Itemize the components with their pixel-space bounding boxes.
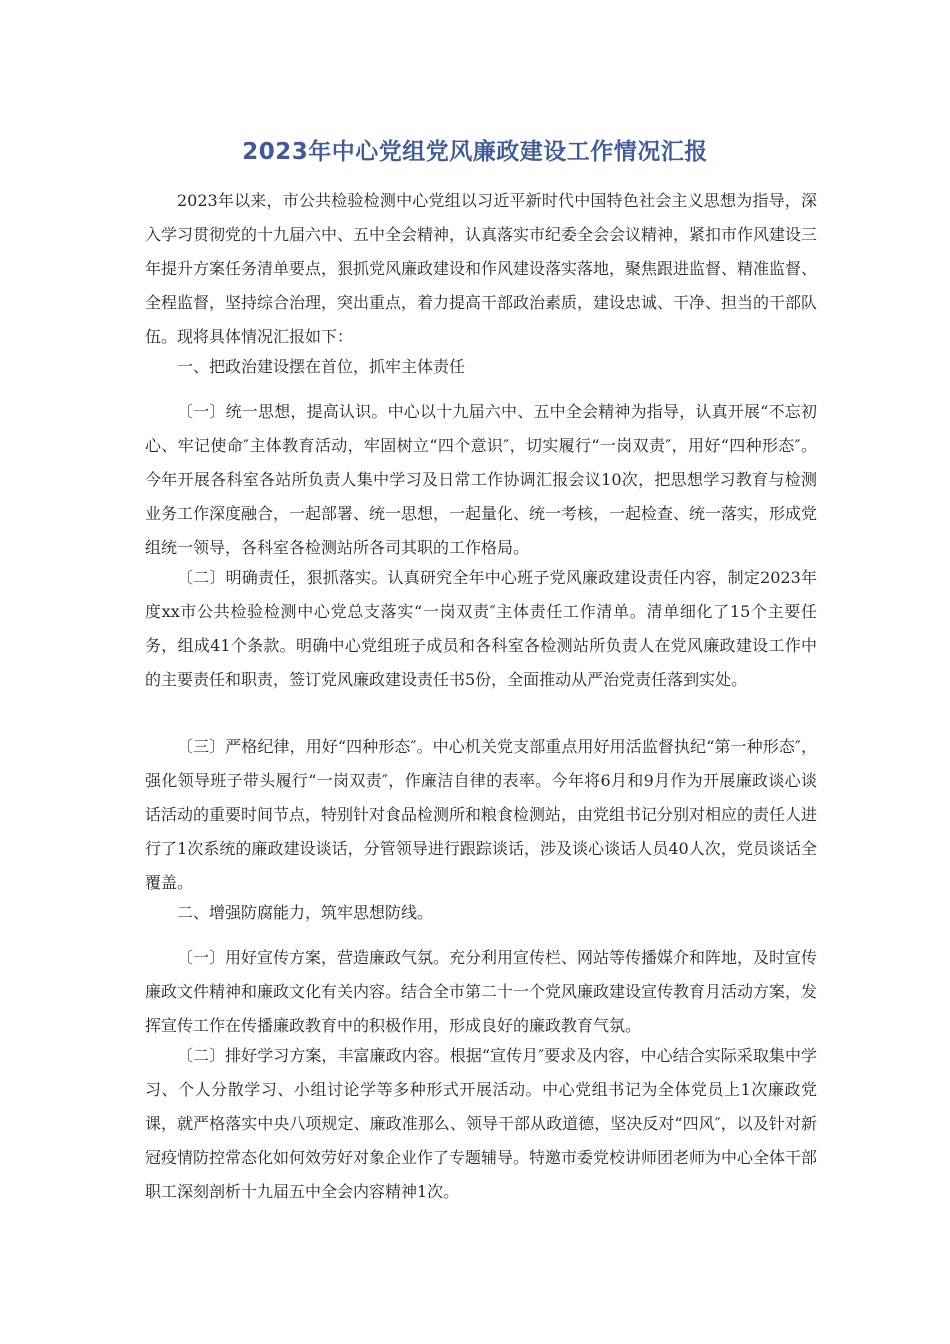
- section-two-item-2-block: [145, 1039, 817, 1209]
- section-1-item-1: 〔一〕统一思想，提高认识。中心以十九届六中、五中全会精神为指导，认真开展“不忘初心、牢记使命″主体教育活动，牢固树立“四个意识″，切实履行“一岗双责″，用好“四种形态″。今年开展各科室各站所负责人集中学习及日常工作协调汇报会议10次，把思想学习教育与检测业务工作深度融合，一起部署、统一思想，一起量化、统一考核，一起检查、统一落实，形成党组统一领导，各科室各检测站所各司其职的工作格局。: [145, 402, 818, 557]
- document-body-part-1: [145, 184, 817, 354]
- section-two-item-1-block: [145, 941, 817, 1043]
- section-2-item-2: 〔二〕排好学习方案，丰富廉政内容。根据“宣传月″要求及内容，中心结合实际采取集中学习、个人分散学习、小组讨论学等多种形式开展活动。中心党组书记为全体党员上1次廉政党课，就严格落实中央八项规定、廉政准那么、领导干部从政道德，坚决反对“四风″，以及针对新冠疫情防控常态化如何效劳好对象企业作了专题辅导。特邀市委党校讲师团老师为中心全体干部职工深刻剖析十九届五中全会内容精神1次。: [145, 1046, 818, 1201]
- section-one-item-2-block: [145, 561, 817, 697]
- section-two-heading-block: [145, 896, 817, 930]
- section-2-item-1: 〔一〕用好宣传方案，营造廉政气氛。充分利用宣传栏、网站等传播媒介和阵地，及时宣传廉政文件精神和廉政文化有关内容。结合全市第二十一个党风廉政建设宣传教育月活动方案，发挥宣传工作在传播廉政教育中的积极作用，形成良好的廉政教育气氛。: [145, 948, 818, 1035]
- section-one-item-3-block: [145, 730, 817, 900]
- section-heading-2: 二、增强防腐能力，筑牢思想防线。: [177, 903, 434, 922]
- section-one-item-1-block: [145, 395, 817, 565]
- document-title: 2023年中心党组党风廉政建设工作情况汇报: [242, 139, 708, 165]
- section-heading-1: 一、把政治建设摆在首位，抓牢主体责任: [177, 357, 466, 376]
- section-1-item-3: 〔三〕严格纪律，用好“四种形态″。中心机关党支部重点用好用活监督执纪“第一种形态″，强化领导班子带头履行“一岗双责″，作廉洁自律的表率。今年将6月和9月作为开展廉政谈心谈话活动的重要时间节点，特别针对食品检测所和粮食检测站，由党组书记分别对相应的责任人进行了1次系统的廉政建设谈话，分管领导进行跟踪谈话，涉及谈心谈话人员40人次，党员谈话全覆盖。: [145, 737, 818, 892]
- section-1-item-2: 〔二〕明确责任，狠抓落实。认真研究全年中心班子党风廉政建设责任内容，制定2023年度xx市公共检验检测中心党总支落实“一岗双责″主体责任工作清单。清单细化了15个主要任务，组成41个条款。明确中心党组班子成员和各科室各检测站所负责人在党风廉政建设工作中的主要责任和职责，签订党风廉政建设责任书5份，全面推动从严治党责任落到实处。: [145, 568, 817, 689]
- intro-paragraph: 2023年以来，市公共检验检测中心党组以习近平新时代中国特色社会主义思想为指导，深入学习贯彻党的十九届六中、五中全会精神，认真落实市纪委全会会议精神，紧扣市作风建设三年提升方案任务清单要点，狠抓党风廉政建设和作风建设落实落地，聚焦跟进监督、精准监督、全程监督，坚持综合治理，突出重点，着力提高干部政治素质，建设忠诚、干净、担当的干部队伍。现将具体情况汇报如下：: [145, 191, 818, 346]
- section-one-heading-block: [145, 350, 817, 384]
